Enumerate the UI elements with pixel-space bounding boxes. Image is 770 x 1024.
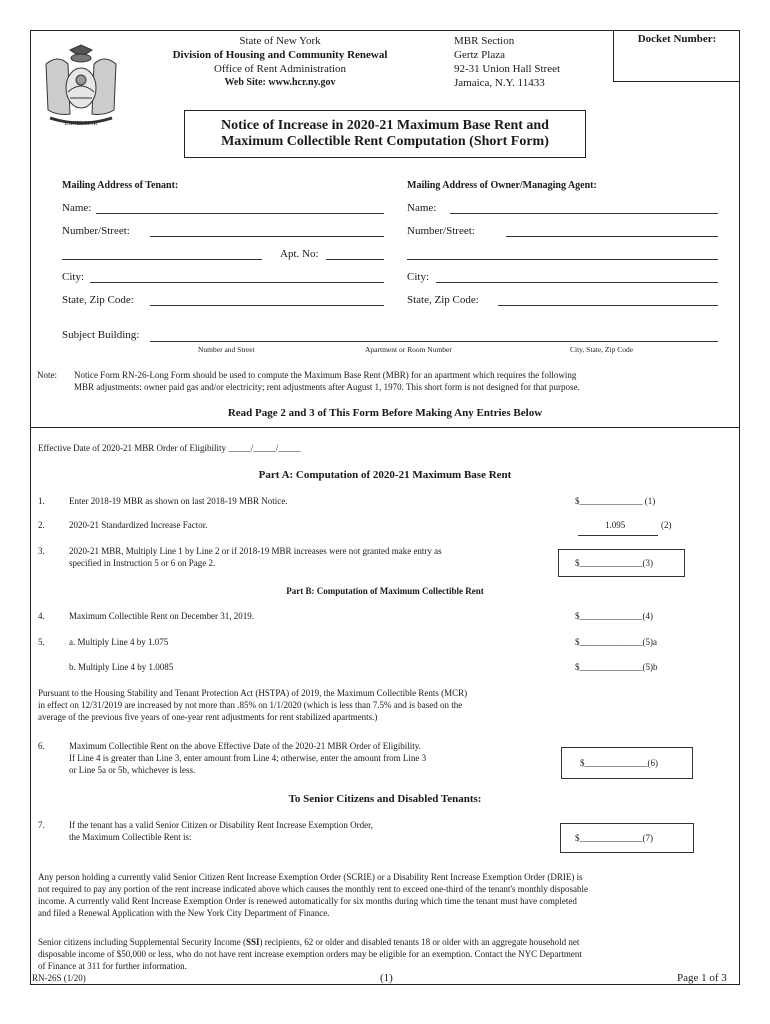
- docket-number-label: Docket Number:: [637, 33, 717, 45]
- line5-number: 5.: [38, 637, 45, 647]
- owner-name-label: Name:: [407, 202, 437, 214]
- owner-statezip-field[interactable]: [498, 305, 718, 306]
- tenant-statezip-label: State, Zip Code:: [62, 294, 134, 306]
- tenant-street-field[interactable]: [150, 236, 384, 237]
- note-line2: MBR adjustments: owner paid gas and/or electricity; rent adjustments after August 1, 1970. This short form is not designed for that purpose.: [74, 382, 580, 392]
- line6-amount-field[interactable]: $______________(6): [580, 758, 658, 768]
- agency-website: Web Site: www.hcr.ny.gov: [224, 77, 336, 88]
- line2-text: 2020-21 Standardized Increase Factor.: [69, 520, 208, 530]
- line5b-text: b. Multiply Line 4 by 1.0085: [69, 662, 174, 672]
- svg-text:EXCELSIOR: EXCELSIOR: [64, 121, 98, 127]
- line5a-text: a. Multiply Line 4 by 1.075: [69, 637, 169, 647]
- line6-text3: or Line 5a or 5b, whichever is less.: [69, 765, 196, 775]
- line3-amount-field[interactable]: $______________(3): [575, 558, 653, 568]
- line1-number: 1.: [38, 496, 45, 506]
- line7-amount-field[interactable]: $______________(7): [575, 833, 653, 843]
- agency-name-office: Office of Rent Administration: [213, 63, 347, 75]
- page-number: (1): [380, 972, 393, 984]
- part-b-heading: Part B: Computation of Maximum Collectible Rent: [286, 586, 484, 596]
- form-title-line2: Maximum Collectible Rent Computation (Short Form): [221, 134, 549, 149]
- owner-street-field[interactable]: [506, 236, 718, 237]
- tenant-city-label: City:: [62, 271, 85, 283]
- part-a-heading: Part A: Computation of 2020-21 Maximum Base Rent: [258, 469, 512, 481]
- line3-text2: specified in Instruction 5 or 6 on Page 2.: [69, 558, 216, 568]
- subject-building-sublabel-city: City, State, Zip Code: [570, 345, 634, 354]
- read-instructions-heading: Read Page 2 and 3 of This Form Before Making Any Entries Below: [227, 407, 543, 419]
- ssi-line1: Senior citizens including Supplemental Security Income (SSI) recipients, 62 or older and disabled tenants 18 or older with an aggregate household net: [38, 937, 580, 947]
- owner-street-line2-field[interactable]: [407, 259, 718, 260]
- scrie-line2: not required to pay any portion of the rent increase indicated above which causes the monthly rent to exceed one-third of the tenant's monthly disposable: [38, 884, 588, 894]
- line7-number: 7.: [38, 820, 45, 830]
- form-title-line1: Notice of Increase in 2020-21 Maximum Base Rent and: [221, 118, 549, 133]
- line2-number: 2.: [38, 520, 45, 530]
- effective-date-field[interactable]: Effective Date of 2020-21 MBR Order of Eligibility _____/_____/_____: [38, 443, 301, 453]
- docket-number-box[interactable]: [613, 30, 740, 82]
- page-of-total: Page 1 of 3: [677, 972, 727, 984]
- subject-building-field[interactable]: [150, 341, 718, 342]
- mbr-section-line3: 92-31 Union Hall Street: [454, 63, 561, 75]
- line5a-amount-field[interactable]: $______________(5)a: [575, 637, 657, 647]
- subject-building-label: Subject Building:: [62, 329, 140, 341]
- tenant-name-label: Name:: [62, 202, 92, 214]
- tenant-city-field[interactable]: [90, 282, 384, 283]
- owner-city-label: City:: [407, 271, 430, 283]
- line4-number: 4.: [38, 611, 45, 621]
- tenant-statezip-field[interactable]: [150, 305, 384, 306]
- section-divider: [30, 427, 740, 428]
- owner-name-field[interactable]: [450, 213, 718, 214]
- owner-city-field[interactable]: [436, 282, 718, 283]
- agency-name-state: State of New York: [239, 35, 321, 47]
- line2-factor-value: 1.095: [605, 520, 626, 530]
- line6-text1: Maximum Collectible Rent on the above Effective Date of the 2020-21 MBR Order of Eligibility.: [69, 741, 421, 751]
- line7-text1: If the tenant has a valid Senior Citizen or Disability Rent Increase Exemption Order,: [69, 820, 374, 830]
- owner-street-label: Number/Street:: [407, 225, 475, 237]
- line1-amount-field[interactable]: $______________ (1): [575, 496, 656, 506]
- line7-text2: the Maximum Collectible Rent is:: [69, 832, 192, 842]
- owner-statezip-label: State, Zip Code:: [407, 294, 479, 306]
- senior-citizens-heading: To Senior Citizens and Disabled Tenants:: [288, 793, 482, 805]
- subject-building-sublabel-street: Number and Street: [198, 345, 255, 354]
- scrie-line4: and filed a Renewal Application with the New York City Department of Finance.: [38, 908, 330, 918]
- hstpa-line1: Pursuant to the Housing Stability and Tenant Protection Act (HSTPA) of 2019, the Maximum Collectible Rents (MCR): [38, 688, 468, 698]
- agency-name-division: Division of Housing and Community Renewal: [172, 49, 388, 61]
- scrie-line1: Any person holding a currently valid Senior Citizen Rent Increase Exemption Order (SCRIE) or a Disability Rent Increase Exemption Order (DRIE) is: [38, 872, 583, 882]
- line3-number: 3.: [38, 546, 45, 556]
- line6-text2: If Line 4 is greater than Line 3, enter amount from Line 4; otherwise, enter the amount from Line 3: [69, 753, 427, 763]
- hstpa-line3: average of the previous five years of one-year rent adjustments for rent stabilized apartments.): [38, 712, 378, 722]
- note-label: Note:: [37, 370, 57, 380]
- note-line1: Notice Form RN-26-Long Form should be used to compute the Maximum Base Rent (MBR) for an apartment which requires the following: [74, 370, 577, 380]
- line4-amount-field[interactable]: $______________(4): [575, 611, 653, 621]
- tenant-name-field[interactable]: [96, 213, 384, 214]
- line2-tag: (2): [661, 520, 672, 530]
- mbr-section-line1: MBR Section: [454, 35, 515, 47]
- form-title: [184, 110, 586, 158]
- form-id: RN-26S (1/20): [32, 973, 86, 983]
- tenant-street-line2-field[interactable]: [62, 259, 262, 260]
- tenant-address-heading: Mailing Address of Tenant:: [62, 180, 179, 191]
- tenant-apt-field[interactable]: [326, 259, 384, 260]
- line3-text1: 2020-21 MBR, Multiply Line 1 by Line 2 or if 2018-19 MBR increases were not granted make entry as: [69, 546, 442, 556]
- line1-text: Enter 2018-19 MBR as shown on last 2018-19 MBR Notice.: [69, 496, 288, 506]
- ssi-line3: of Finance at 311 for further information.: [38, 961, 187, 971]
- line4-text: Maximum Collectible Rent on December 31, 2019.: [69, 611, 254, 621]
- scrie-line3: income. A currently valid Rent Increase Exemption Order is renewed automatically for six months during which time the tenant must have completed: [38, 896, 577, 906]
- mbr-section-line4: Jamaica, N.Y. 11433: [454, 77, 545, 89]
- tenant-street-label: Number/Street:: [62, 225, 130, 237]
- subject-building-sublabel-apartment: Apartment or Room Number: [365, 345, 452, 354]
- owner-address-heading: Mailing Address of Owner/Managing Agent:: [407, 180, 597, 191]
- tenant-apt-label: Apt. No:: [280, 248, 319, 260]
- new-york-state-seal-icon: [40, 44, 122, 128]
- hstpa-line2: in effect on 12/31/2019 are increased by not more than .85% on 1/1/2020 (which is less than 7.5% and is based on the: [38, 700, 463, 710]
- line2-underline: [578, 535, 658, 536]
- ssi-line2: disposable income of $50,000 or less, who do not have rent increase exemption orders may be eligible for an exemption. Contact the NYC Department: [38, 949, 582, 959]
- line5b-amount-field[interactable]: $______________(5)b: [575, 662, 658, 672]
- mbr-section-line2: Gertz Plaza: [454, 49, 505, 61]
- line6-number: 6.: [38, 741, 45, 751]
